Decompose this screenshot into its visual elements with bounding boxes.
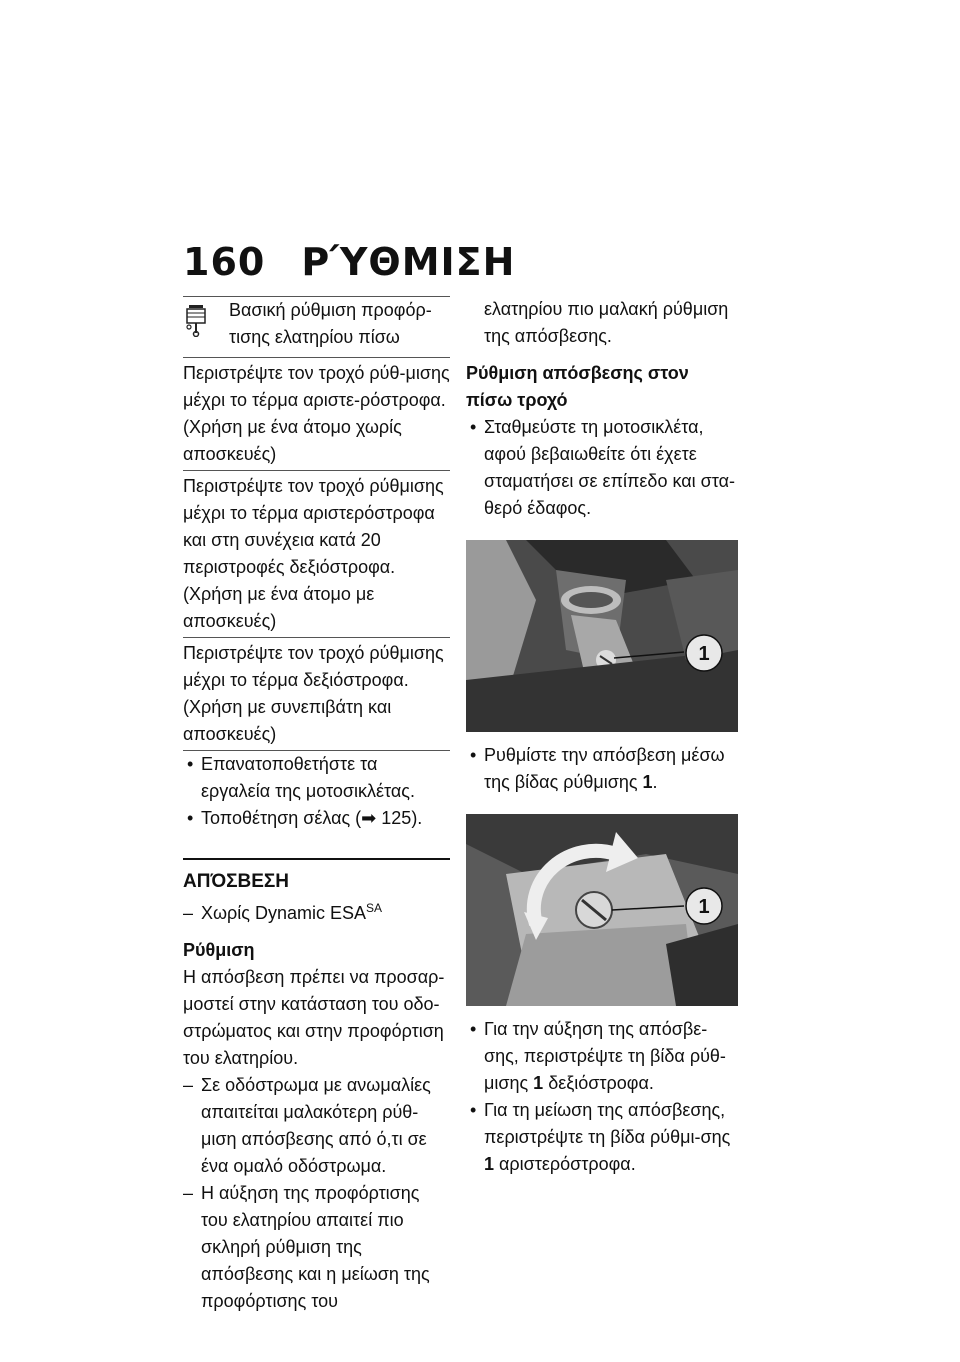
bullet-item: • Τοποθέτηση σέλας (➡ 125). <box>183 805 450 832</box>
page-number: 160 <box>183 240 266 284</box>
page-title: ΡΎΘΜΙΣΗ <box>301 240 516 284</box>
callout-label: 1 <box>698 896 710 918</box>
bullet-item: • Για την αύξηση της απόσβε-σης, περιστρέψτε τη βίδα ρύθ-μισης 1 δεξιόστροφα. <box>466 1016 738 1097</box>
paragraph: Η απόσβεση πρέπει να προσαρ-μοστεί στην κατάσταση του οδο-στρώματος και στην προφόρτιση του ελατηρίου. <box>183 967 445 1068</box>
dash-item: – Η αύξηση της προφόρτισης του ελατηρίου απαιτεί πιο σκληρή ρύθμιση της απόσβεσης και η μείωση της προφόρτισης του <box>183 1180 450 1315</box>
bullet-item: • Σταθμεύστε τη μοτοσικλέτα, αφού βεβαιωθείτε ότι έχετε σταματήσει σε επίπεδο και στα-θερό έδαφος. <box>466 414 738 522</box>
table-row: Περιστρέψτε τον τροχό ρύθμισης μέχρι το τέρμα αριστερόστροφα και στη συνέχεια κατά 20 περιστροφές δεξιόστροφα. (Χρήση με ένα άτομο με αποσκευές) <box>183 471 450 638</box>
page-header <box>183 240 515 284</box>
variant-superscript: SA <box>366 901 383 915</box>
spring-preload-icon <box>183 297 229 351</box>
dash-item: – Σε οδόστρωμα με ανωμαλίες απαιτείται μαλακότερη ρύθ-μιση απόσβεσης από ό,τι σε ένα ομαλό οδόστρωμα. <box>183 1072 450 1180</box>
photo-adjuster-screw <box>466 814 738 1006</box>
callout-label: 1 <box>698 643 710 665</box>
photo-rear-shock <box>466 540 738 732</box>
table-row: Περιστρέψτε τον τροχό ρύθμισης μέχρι το τέρμα δεξιόστροφα. (Χρήση με συνεπιβάτη και αποσκευές) <box>183 638 450 751</box>
section-title: ΑΠΌΣΒΕΣΗ <box>183 858 450 895</box>
arrow-right-icon: ➡ <box>361 808 382 828</box>
table-row-text: Βασική ρύθμιση προφόρ-τισης ελατηρίου πίσω <box>229 300 432 347</box>
right-column <box>466 296 738 1178</box>
variant-note: – Χωρίς Dynamic $ESA^{SA}$ <box>183 895 450 927</box>
bullet-item: • Ρυθμίστε την απόσβεση μέσω της βίδας ρύθμισης 1. <box>466 742 738 796</box>
settings-table <box>183 296 450 751</box>
left-column <box>183 296 450 1315</box>
bullet-item: • Επανατοποθετήστε τα εργαλεία της μοτοσικλέτας. <box>183 751 450 805</box>
subheading: Ρύθμιση απόσβεσης στον πίσω τροχό <box>466 363 689 410</box>
table-row: Περιστρέψτε τον τροχό ρύθ-μισης μέχρι το τέρμα αριστε-ρόστροφα. (Χρήση με ένα άτομο χωρίς αποσκευές) <box>183 358 450 471</box>
paragraph-continued: ελατηρίου πιο μαλακή ρύθμιση της απόσβεσης. <box>484 299 729 346</box>
page-link[interactable]: 125 <box>381 808 412 828</box>
subheading: Ρύθμιση <box>183 940 255 960</box>
table-row-header <box>183 297 450 358</box>
bullet-item: • Για τη μείωση της απόσβεσης, περιστρέψτε τη βίδα ρύθμι-σης 1 αριστερόστροφα. <box>466 1097 738 1178</box>
